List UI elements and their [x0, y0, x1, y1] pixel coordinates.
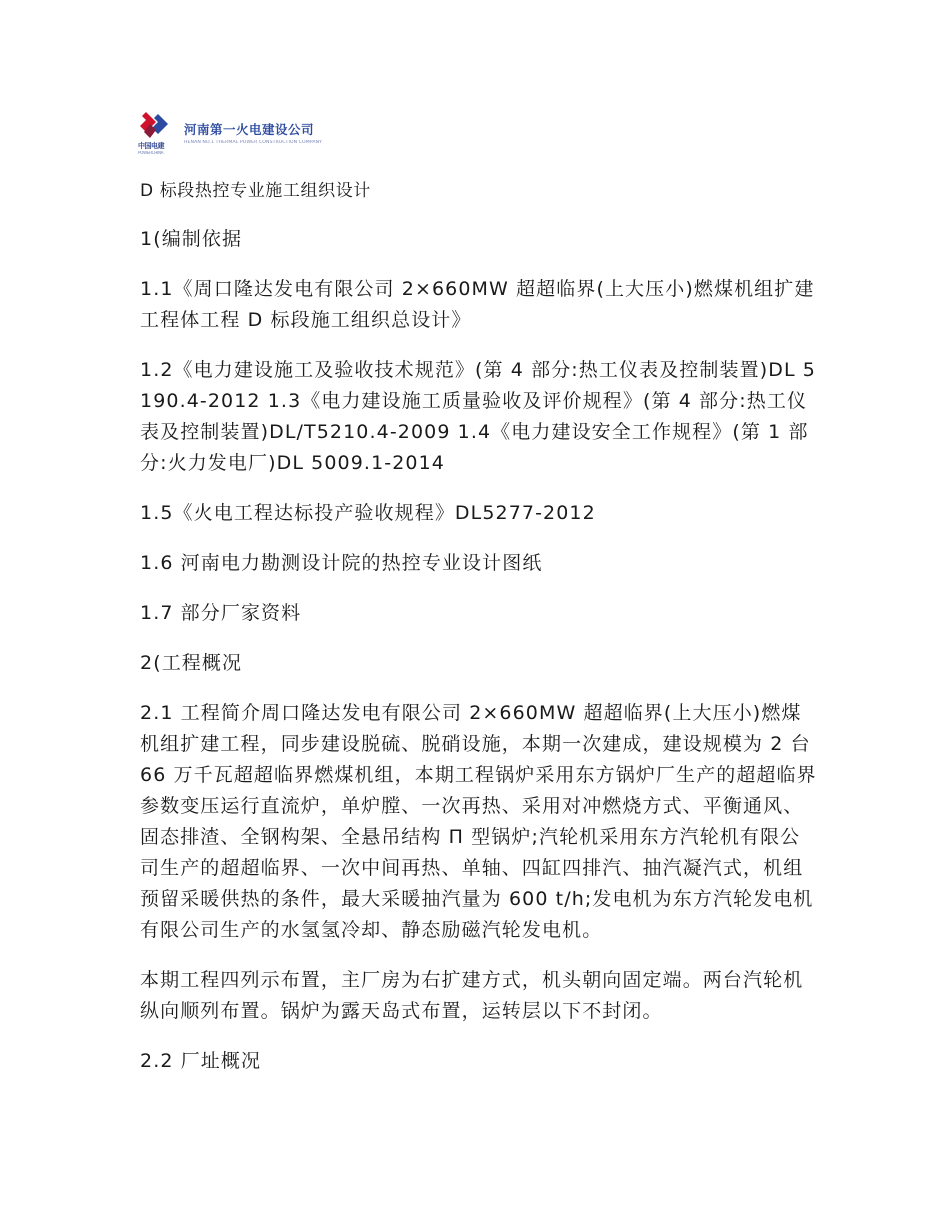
- company-english-name: HENAN NO.1 THERMAL POWER CONSTRUCTION COMPANY: [184, 140, 323, 145]
- paragraph: 1.2《电力建设施工及验收技术规范》(第 4 部分:热工仪表及控制装置)DL 5190.4-2012 1.3《电力建设施工质量验收及评价规程》(第 4 部分:热工仪表及控制装置)DL/T5210.4-2009 1.4《电力建设安全工作规程》(第 1 部分:火力发电厂)DL 5009.1-2014: [140, 359, 816, 474]
- paragraph: 1(编制依据: [140, 228, 243, 250]
- paragraph: 1.5《火电工程达标投产验收规程》DL5277-2012: [140, 502, 596, 524]
- logo-mark-caption: 中国电建: [138, 142, 164, 150]
- document-title: D 标段热控专业施工组织设计: [140, 181, 371, 201]
- paragraph: 1.1《周口隆达发电有限公司 2×660MW 超超临界(上大压小)燃煤机组扩建工程体工程 D 标段施工组织总设计》: [140, 278, 815, 331]
- paragraph: 2.2 厂址概况: [140, 1050, 262, 1072]
- paragraph: 2(工程概况: [140, 652, 243, 674]
- paragraph: 1.7 部分厂家资料: [140, 602, 302, 624]
- paragraph: 2.1 工程简介周口隆达发电有限公司 2×660MW 超超临界(上大压小)燃煤机组扩建工程，同步建设脱硫、脱硝设施，本期一次建成，建设规模为 2 台 66 万千瓦超超临界燃煤机组，本期工程锅炉采用东方锅炉厂生产的超超临界参数变压运行直流炉，单炉膛、一次再热、采用对冲燃烧方式、平衡通风、固态排渣、全钢构架、全悬吊结构 Π 型锅炉;汽轮机采用东方汽轮机有限公司生产的超超临界、一次中间再热、单轴、四缸四排汽、抽汽凝汽式，机组预留采暖供热的条件，最大采暖抽汽量为 600 t/h;发电机为东方汽轮发电机有限公司生产的水氢氢冷却、静态励磁汽轮发电机。: [140, 702, 817, 941]
- company-logo: [138, 110, 350, 158]
- document-body: [140, 176, 820, 1077]
- logo-mark-subtext: POWERCHINA: [138, 151, 164, 155]
- powerchina-logo-icon: [138, 110, 174, 158]
- paragraph: 1.6 河南电力勘测设计院的热控专业设计图纸: [140, 552, 543, 574]
- paragraph: 本期工程四列示布置，主厂房为右扩建方式，机头朝向固定端。两台汽轮机纵向顺列布置。锅炉为露天岛式布置，运转层以下不封闭。: [140, 969, 804, 1022]
- company-name: 河南第一火电建设公司: [184, 122, 315, 137]
